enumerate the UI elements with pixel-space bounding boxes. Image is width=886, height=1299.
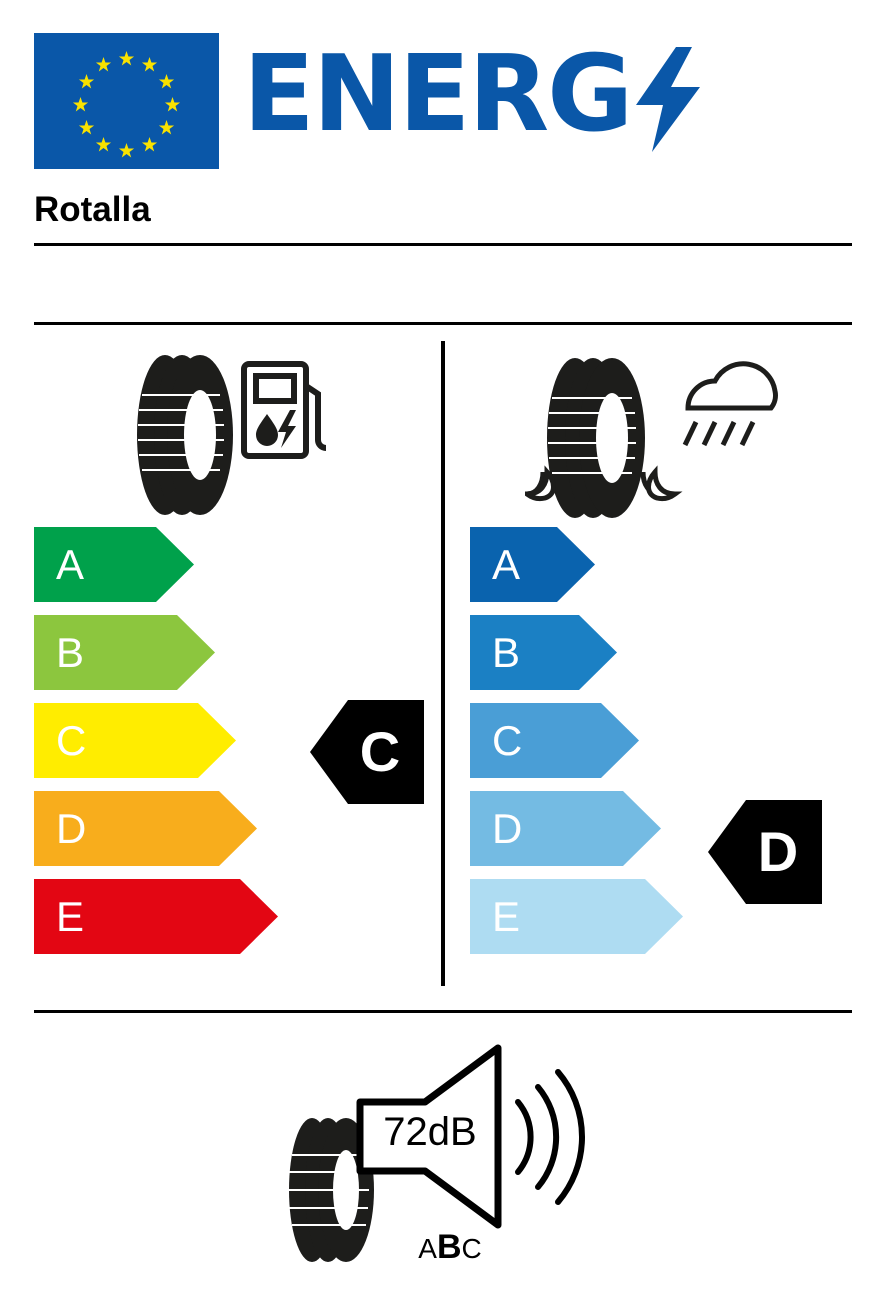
noise-class-a: A: [418, 1233, 437, 1264]
grade-letter: C: [492, 717, 523, 764]
grade-letter: C: [56, 717, 87, 764]
brand-name: Rotalla: [34, 190, 151, 229]
fuel-result-badge: [310, 700, 424, 804]
wetgrip-result-badge: [708, 800, 822, 904]
grade-letter: D: [492, 805, 523, 852]
grade-letter: E: [56, 893, 85, 940]
grade-letter: B: [492, 629, 521, 676]
noise-db-value: 72dB: [383, 1110, 477, 1154]
grade-letter: B: [56, 629, 85, 676]
grade-letter: E: [492, 893, 521, 940]
eu-stars-icon: [34, 33, 219, 169]
energ-wordmark: ENERG: [243, 33, 632, 155]
divider-top: [34, 243, 852, 246]
lightning-bolt-icon: [630, 47, 705, 152]
noise-class-c: C: [461, 1233, 482, 1264]
noise-class-b-selected: B: [436, 1228, 462, 1266]
grade-letter: A: [56, 541, 85, 588]
divider-second: [34, 322, 852, 325]
tyre-rain-cloud-icon: [525, 350, 790, 525]
noise-class-scale: [400, 1228, 500, 1267]
grade-letter: D: [56, 805, 87, 852]
wetgrip-result-letter: D: [757, 820, 799, 883]
divider-noise: [34, 1010, 852, 1013]
eu-flag-icon: [34, 33, 219, 169]
fuel-result-letter: C: [359, 720, 401, 783]
divider-vertical: [441, 341, 445, 986]
tyre-fuel-pump-icon: [120, 350, 330, 520]
grade-letter: A: [492, 541, 521, 588]
